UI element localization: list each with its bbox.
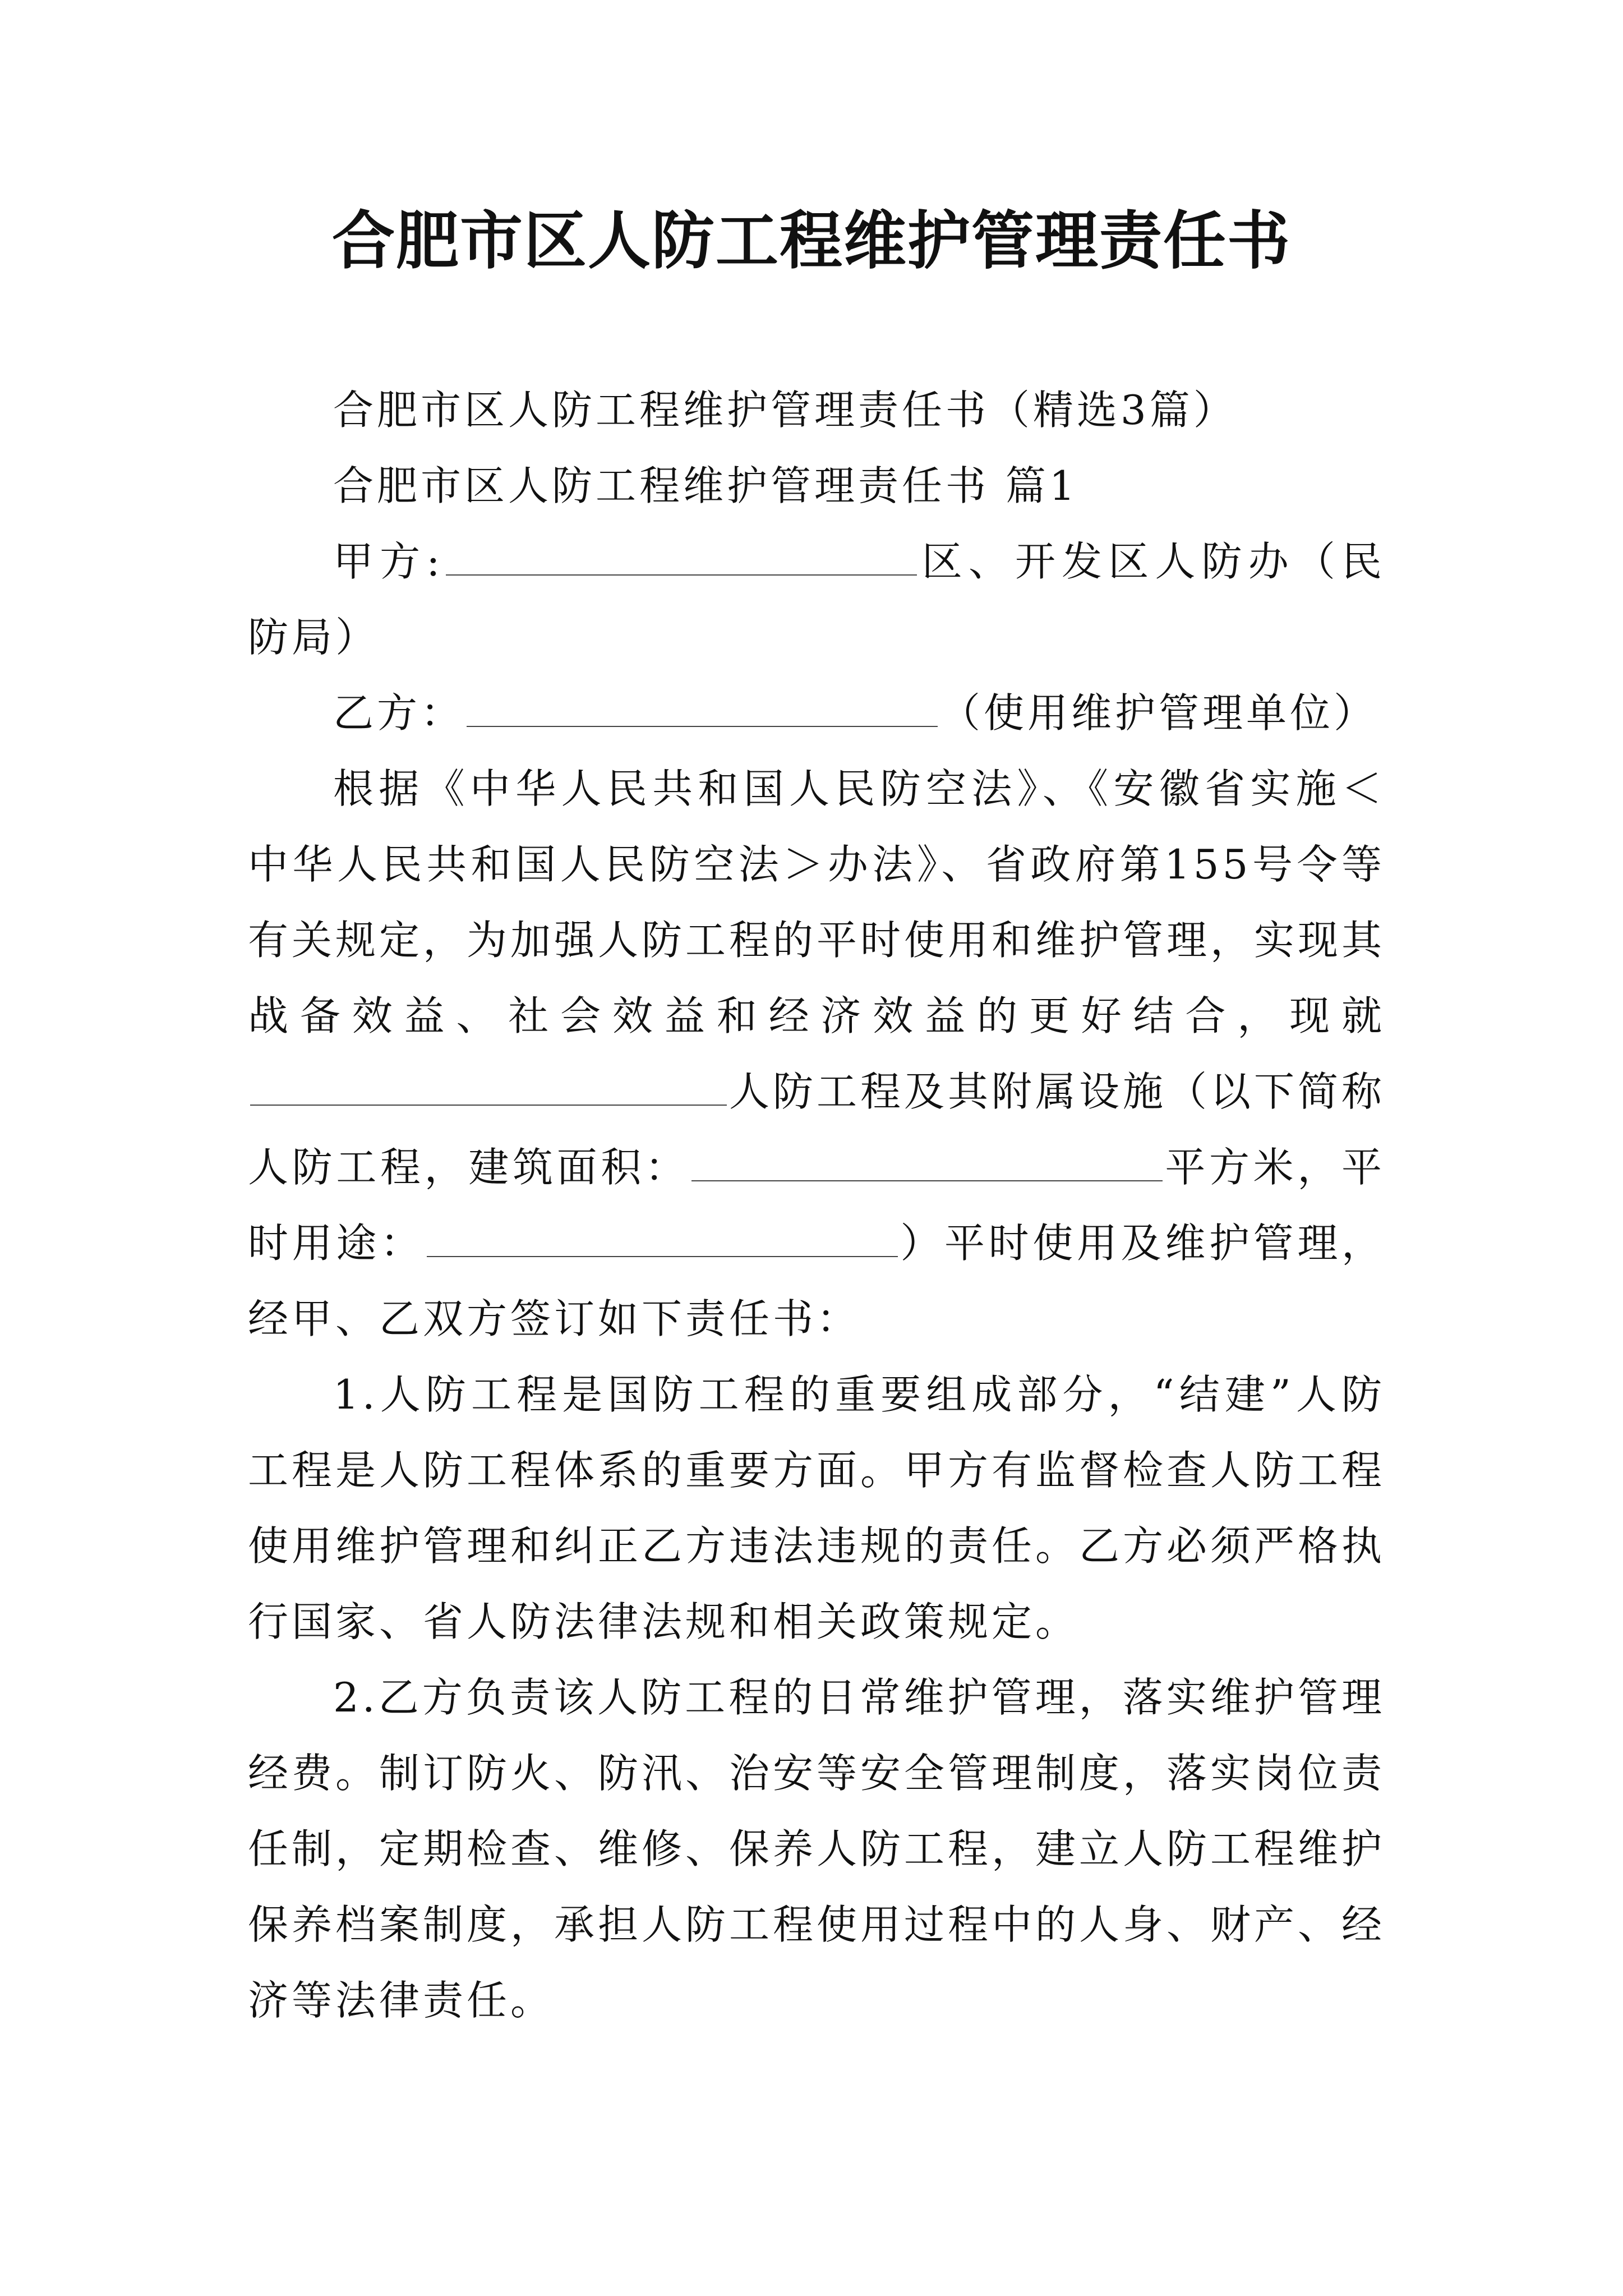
- party-a-suffix: 区、开发区人防办（民防局）: [248, 538, 1385, 661]
- party-a-label: 甲方:: [333, 538, 444, 585]
- party-b-line: [248, 675, 1385, 751]
- party-a-blank: [446, 540, 917, 576]
- clause-1: 1.人防工程是国防工程的重要组成部分，“结建”人防工程是人防工程体系的重要方面。甲方有监督检查人防工程使用维护管理和纠正乙方违法违规的责任。乙方必须严格执行国家、省人防法律法规和相关政策规定。: [248, 1371, 1386, 1645]
- document-title: 合肥市区人防工程维护管理责任书: [332, 205, 1291, 278]
- intro-text-2: 人防工程及其附属设施（以下简称人防工程，建筑面积：: [248, 1068, 1386, 1191]
- area-blank: [691, 1145, 1163, 1181]
- intro-text-3: 平方米，平时用途：: [248, 1144, 1385, 1267]
- project-name-blank: [250, 1070, 727, 1106]
- intro-text-4: ）平时使用及维护管理，经甲、乙双方签订如下责任书：: [248, 1220, 1385, 1342]
- subtitle: 合肥市区人防工程维护管理责任书（精选3篇）: [333, 386, 1237, 434]
- party-b-suffix: （使用维护管理单位）: [940, 689, 1378, 737]
- document-body: [248, 372, 1385, 2039]
- clause-2: 2.乙方负责该人防工程的日常维护管理，落实维护管理经费。制订防火、防汛、治安等安全管理制度，落实岗位责任制，定期检查、维修、保养人防工程，建立人防工程维护保养档案制度，承担人防工程使用过程中的人身、财产、经济等法律责任。: [248, 1674, 1386, 2024]
- intro-paragraph: [248, 751, 1385, 1357]
- party-b-label: 乙方：: [333, 689, 465, 737]
- section-heading: 合肥市区人防工程维护管理责任书 篇1: [333, 462, 1078, 509]
- usage-blank: [427, 1221, 898, 1257]
- party-b-blank: [467, 691, 938, 727]
- intro-text-1: 根据《中华人民共和国人民防空法》、《安徽省实施＜中华人民共和国人民防空法＞办法》、省政府第155号令等有关规定，为加强人防工程的平时使用和维护管理，实现其战备效益、社会效益和经济效益的更好结合，现就: [248, 765, 1386, 1039]
- party-a-line: [248, 524, 1385, 675]
